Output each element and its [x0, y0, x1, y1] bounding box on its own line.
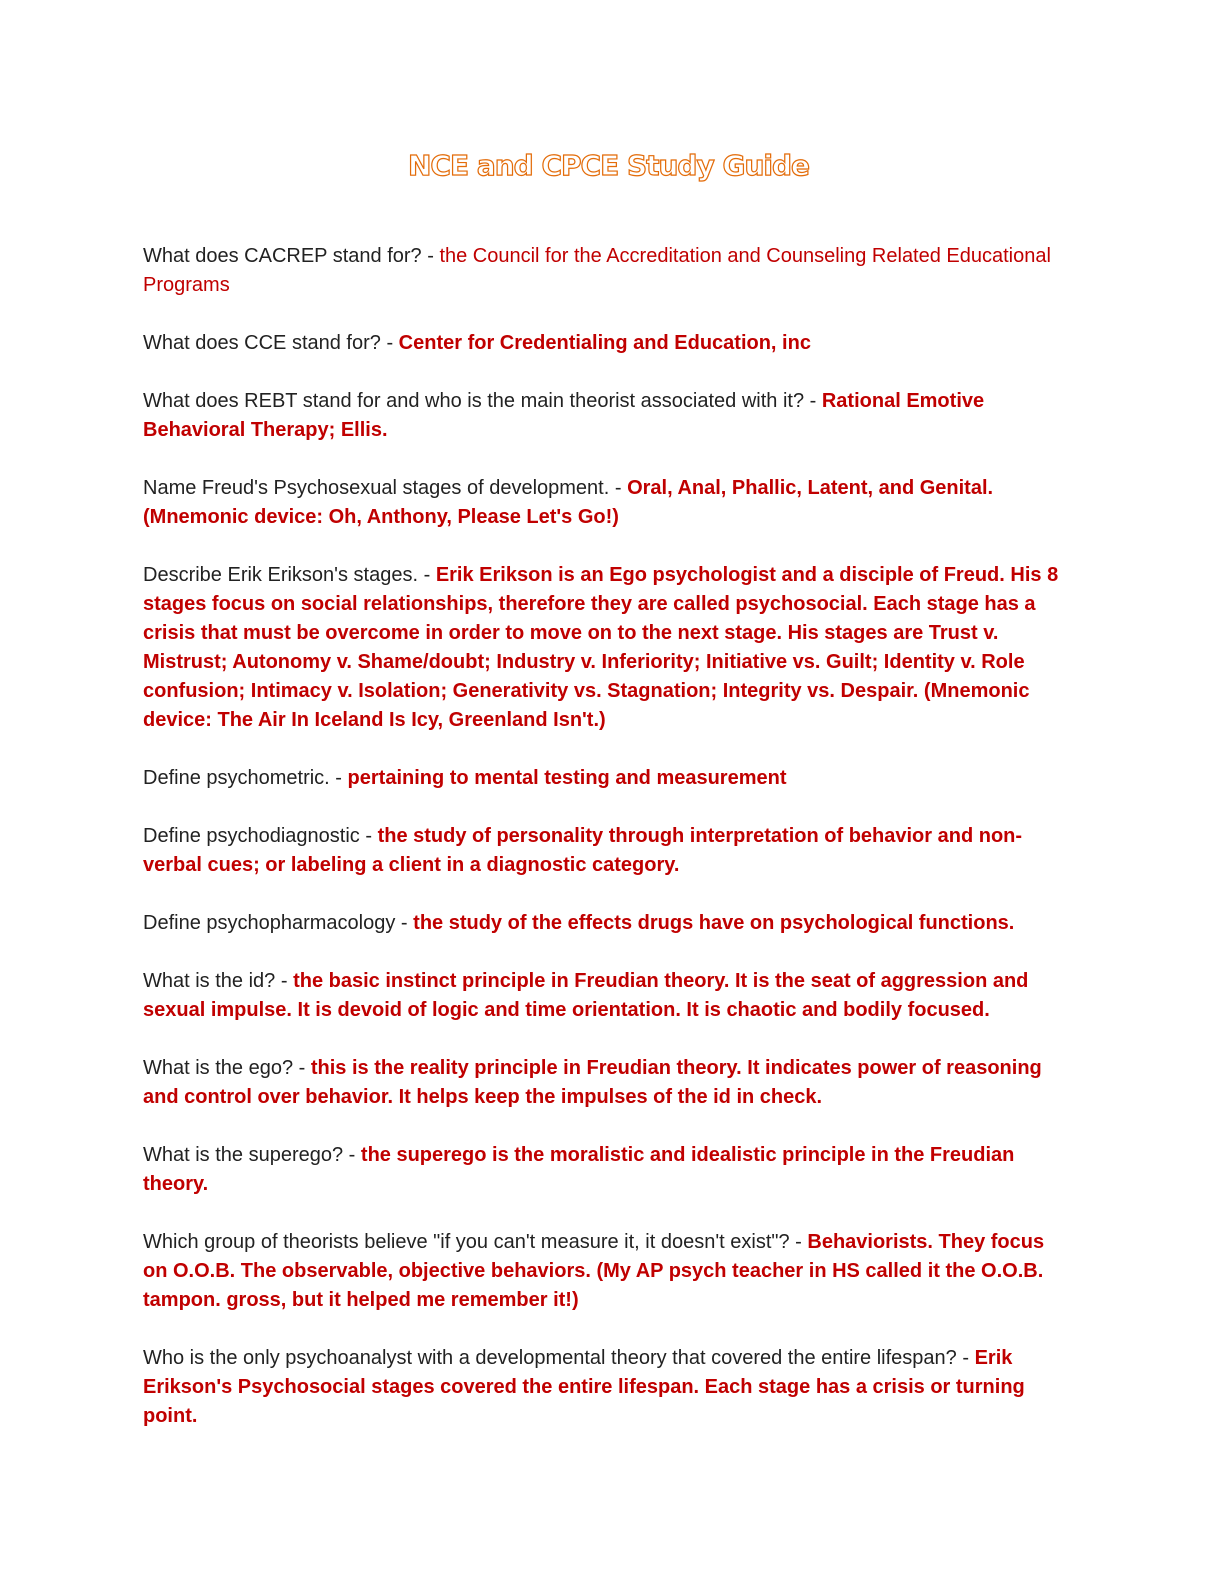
qa-separator: -: [418, 564, 436, 586]
qa-separator: -: [380, 332, 399, 354]
qa-item: [143, 1344, 1074, 1431]
answer-text: the superego is the moralistic and idealistic principle in the Freudian theory.: [143, 1144, 1015, 1195]
question-text: Name Freud's Psychosexual stages of development.: [143, 477, 610, 499]
qa-item: [143, 967, 1074, 1025]
qa-separator: -: [421, 245, 440, 267]
qa-item: [143, 242, 1074, 300]
question-text: Which group of theorists believe "if you can't measure it, it doesn't exist"?: [143, 1231, 790, 1253]
answer-text: the study of personality through interpretation of behavior and non-verbal cues; or labeling a client in a diagnostic category.: [143, 825, 1023, 876]
question-text: Who is the only psychoanalyst with a developmental theory that covered the entire lifespan?: [143, 1347, 957, 1369]
answer-text: Center for Credentialing and Education, inc: [398, 332, 811, 354]
qa-item: [143, 561, 1074, 735]
question-text: Define psychodiagnostic: [143, 825, 360, 847]
qa-separator: -: [609, 477, 628, 499]
question-text: Define psychometric.: [143, 767, 330, 789]
qa-separator: -: [329, 767, 348, 789]
question-text: Describe Erik Erikson's stages.: [143, 564, 419, 586]
qa-item: [143, 909, 1074, 938]
question-text: What is the id?: [143, 970, 276, 992]
answer-text: pertaining to mental testing and measurement: [347, 767, 787, 789]
qa-separator: -: [956, 1347, 975, 1369]
question-text: What is the ego?: [143, 1057, 294, 1079]
qa-list: [143, 242, 1074, 1431]
answer-text: the study of the effects drugs have on psychological functions.: [413, 912, 1015, 934]
qa-separator: -: [275, 970, 294, 992]
qa-item: [143, 764, 1074, 793]
answer-text: Rational Emotive Behavioral Therapy; Ellis.: [143, 390, 985, 441]
answer-text: Erik Erikson is an Ego psychologist and a disciple of Freud. His 8 stages focus on social relationships, therefore they are called psychosocial. Each stage has a crisis that must be overcome in order to move on to the next stage. His stages are Trust v. Mistrust; Autonomy v. Shame/doubt; Industry v. Inferiority; Initiative vs. Guilt; Identity v. Role confusion; Intimacy v. Isolation; Generativity vs. Stagnation; Integrity vs. Despair. (Mnemonic device: The Air In Iceland Is Icy, Greenland Isn't.): [143, 564, 1059, 731]
qa-separator: -: [293, 1057, 311, 1079]
qa-separator: -: [395, 912, 414, 934]
question-text: What does CACREP stand for?: [143, 245, 422, 267]
qa-separator: -: [343, 1144, 361, 1166]
answer-text: Behaviorists. They focus on O.O.B. The observable, objective behaviors. (My AP psych teacher in HS called it the O.O.B. tampon. gross, but it helped me remember it!): [143, 1231, 1045, 1311]
answer-text: the basic instinct principle in Freudian theory. It is the seat of aggression and sexual impulse. It is devoid of logic and time orientation. It is chaotic and bodily focused.: [143, 970, 1029, 1021]
question-text: Define psychopharmacology: [143, 912, 396, 934]
qa-item: [143, 1054, 1074, 1112]
qa-item: [143, 474, 1074, 532]
question-text: What does REBT stand for and who is the main theorist associated with it?: [143, 390, 805, 412]
question-text: What does CCE stand for?: [143, 332, 381, 354]
question-text: What is the superego?: [143, 1144, 344, 1166]
qa-item: [143, 387, 1074, 445]
qa-item: [143, 1228, 1074, 1315]
document-title: NCE and CPCE Study Guide: [407, 149, 810, 182]
qa-item: [143, 822, 1074, 880]
qa-separator: -: [804, 390, 822, 412]
answer-text: this is the reality principle in Freudian theory. It indicates power of reasoning and control over behavior. It helps keep the impulses of the id in check.: [143, 1057, 1042, 1108]
answer-text: the Council for the Accreditation and Counseling Related Educational Programs: [143, 245, 1051, 296]
qa-separator: -: [359, 825, 378, 847]
qa-item: [143, 1141, 1074, 1199]
answer-text: Oral, Anal, Phallic, Latent, and Genital. (Mnemonic device: Oh, Anthony, Please Let's Go!): [143, 477, 994, 528]
answer-text: Erik Erikson's Psychosocial stages covered the entire lifespan. Each stage has a crisis or turning point.: [143, 1347, 1025, 1427]
qa-separator: -: [789, 1231, 808, 1253]
qa-item: [143, 329, 1074, 358]
